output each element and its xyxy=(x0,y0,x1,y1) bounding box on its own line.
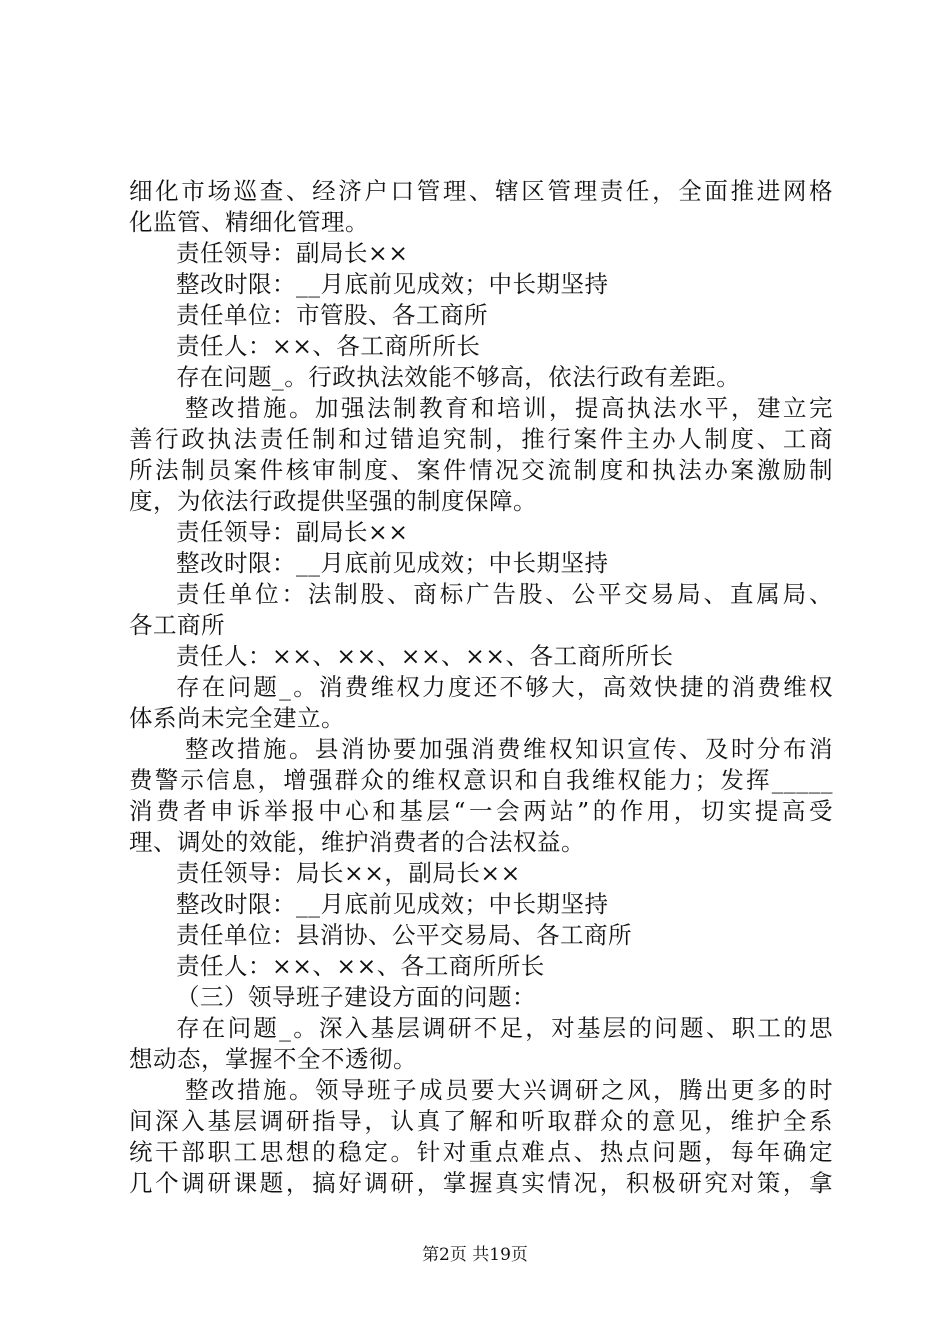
text-line: 存在问题_。消费维权力度还不够大，高效快捷的消费维权 xyxy=(176,673,833,701)
text-line: 责任人：××、××、各工商所所长 xyxy=(176,952,545,980)
text-line: 责任人：××、各工商所所长 xyxy=(176,332,481,360)
text-line: 善行政执法责任制和过错追究制，推行案件主办人制度、工商 xyxy=(129,425,833,453)
text-line: 各工商所 xyxy=(129,611,225,639)
text-line: 体系尚未完全建立。 xyxy=(129,704,345,732)
text-line: 整改时限：__月底前见成效；中长期坚持 xyxy=(176,270,609,298)
text-line: 责任领导：局长××，副局长×× xyxy=(176,859,521,887)
text-line: 责任单位：市管股、各工商所 xyxy=(176,301,488,329)
text-line: 整改措施。领导班子成员要大兴调研之风，腾出更多的时 xyxy=(185,1076,833,1104)
text-line: 费警示信息，增强群众的维权意识和自我维权能力；发挥_____ xyxy=(129,766,833,794)
text-line: 整改时限：__月底前见成效；中长期坚持 xyxy=(176,549,609,577)
text-line: 责任人：××、××、××、××、各工商所所长 xyxy=(176,642,674,670)
text-line: 责任单位：县消协、公平交易局、各工商所 xyxy=(176,921,632,949)
text-line: 化监管、精细化管理。 xyxy=(129,208,369,236)
text-line: 几个调研课题，搞好调研，掌握真实情况，积极研究对策，拿 xyxy=(129,1169,833,1197)
text-line: 责任领导：副局长×× xyxy=(176,239,409,267)
text-line: 度，为依法行政提供坚强的制度保障。 xyxy=(129,487,537,515)
page-footer: 第2页 共19页 xyxy=(422,1245,528,1265)
text-line: 间深入基层调研指导，认真了解和听取群众的意见，维护全系 xyxy=(129,1107,833,1135)
text-line: 整改措施。县消协要加强消费维权知识宣传、及时分布消 xyxy=(185,735,833,763)
text-line: 责任单位：法制股、商标广告股、公平交易局、直属局、 xyxy=(176,580,833,608)
text-line: 细化市场巡查、经济户口管理、辖区管理责任，全面推进网格 xyxy=(129,177,833,205)
text-line: 统干部职工思想的稳定。针对重点难点、热点问题，每年确定 xyxy=(129,1138,833,1166)
text-line: 存在问题_。行政执法效能不够高，依法行政有差距。 xyxy=(176,363,741,391)
text-line: 整改措施。加强法制教育和培训，提高执法水平，建立完 xyxy=(185,394,833,422)
document-body xyxy=(129,176,833,1199)
text-line: 整改时限：__月底前见成效；中长期坚持 xyxy=(176,890,609,918)
text-line: 存在问题_。深入基层调研不足，对基层的问题、职工的思 xyxy=(176,1014,833,1042)
text-line: 责任领导：副局长×× xyxy=(176,518,409,546)
text-line: （三）领导班子建设方面的问题： xyxy=(176,983,536,1011)
text-line: 想动态，掌握不全不透彻。 xyxy=(129,1045,417,1073)
text-line: 消费者申诉举报中心和基层“一会两站”的作用，切实提高受 xyxy=(129,797,833,825)
text-line: 理、调处的效能，维护消费者的合法权益。 xyxy=(129,828,585,856)
text-line: 所法制员案件核审制度、案件情况交流制度和执法办案激励制 xyxy=(129,456,833,484)
